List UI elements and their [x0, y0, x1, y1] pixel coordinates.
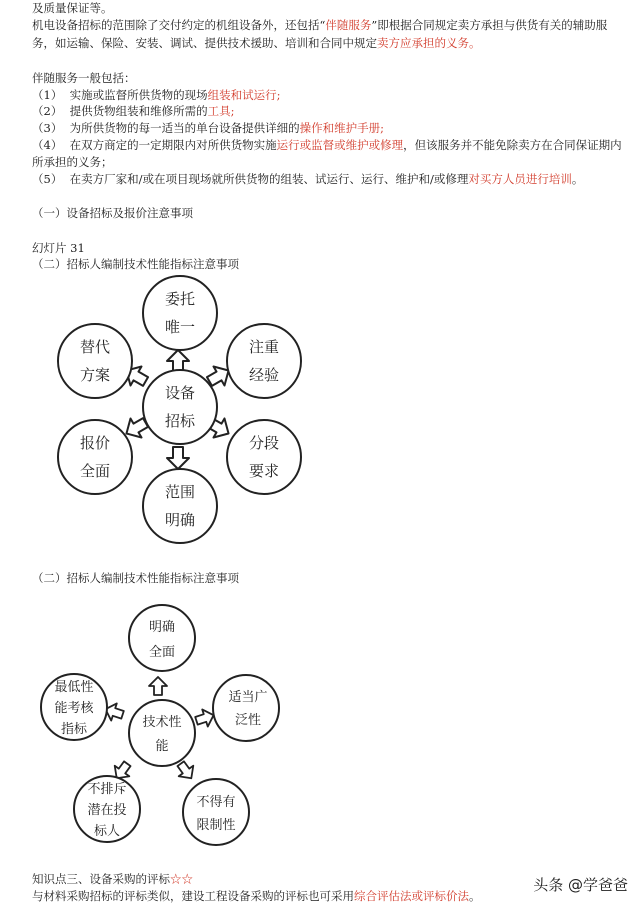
node-label: 招标	[164, 412, 196, 430]
node-label: 最低性	[54, 680, 94, 695]
node-label: 不排斥	[87, 782, 127, 797]
node-center	[129, 700, 195, 766]
highlight: 综合评估法或评标价法	[354, 889, 469, 903]
arrow-icon	[167, 350, 189, 372]
text-line: 伴随服务一般包括：	[32, 71, 136, 85]
node-top	[129, 605, 195, 671]
node-center	[143, 370, 217, 444]
text-line: 务，如运输、保险、安装、调试、提供技术援助、培训和合同中规定卖方应承担的义务。	[32, 36, 481, 50]
node-upper-right	[227, 324, 301, 398]
watermark: 头条 @学爸爸	[533, 876, 628, 894]
node-label: 全面	[148, 645, 176, 660]
node-lower-left	[58, 420, 132, 494]
node-label: 唯一	[164, 318, 196, 336]
node-label: 分段	[248, 434, 280, 452]
node-label: 设备	[164, 384, 196, 402]
node-label: 替代	[79, 338, 111, 356]
knowledge-point-title: 知识点三、设备采购的评标☆☆	[32, 872, 193, 886]
highlight: 卖方应承担的义务。	[377, 36, 481, 50]
node-bottom	[143, 469, 217, 543]
node-label: 技术性	[142, 715, 182, 730]
node-label: 泛性	[234, 713, 262, 728]
list-item: （3） 为所供货物的每一适当的单台设备提供详细的操作和维护手册;	[32, 121, 385, 135]
arrow-icon	[149, 677, 167, 695]
node-label: 范围	[164, 483, 196, 501]
section-heading: （一）设备招标及报价注意事项	[32, 206, 193, 220]
diagram-equipment-bidding	[0, 270, 640, 570]
node-label: 注重	[248, 338, 280, 356]
node-label: 潜在投	[87, 803, 127, 818]
node-label: 能考核	[54, 701, 94, 716]
node-label: 明确	[148, 620, 176, 635]
node-label: 要求	[248, 462, 280, 480]
section-heading: （二）招标人编制技术性能指标注意事项	[32, 257, 239, 271]
list-item: （5） 在卖方厂家和/或在项目现场就所供货物的组装、试运行、运行、维护和/或修理对买方人员进行培训。	[32, 172, 584, 186]
list-item: （4） 在双方商定的一定期限内对所供货物实施运行或监督或维护或修理，但该服务并不能免除卖方在合同保证期内	[32, 138, 622, 152]
node-label: 适当广	[228, 690, 268, 705]
text-line: 及质量保证等。	[32, 1, 113, 15]
node-label: 能	[155, 739, 169, 754]
node-lower-right	[183, 779, 249, 845]
node-label: 指标	[60, 722, 88, 737]
node-label: 报价	[79, 434, 111, 452]
highlight: 伴随服务	[325, 18, 372, 32]
node-right	[213, 675, 279, 741]
node-label: 经验	[248, 366, 280, 384]
list-item: 所承担的义务；	[32, 155, 113, 169]
text-line: 机电设备招标的范围除了交付约定的机组设备外，还包括“伴随服务”即根据合同规定卖方承担与供货有关的辅助服	[32, 18, 608, 32]
star-icon: ☆☆	[170, 872, 193, 886]
node-label: 限制性	[196, 818, 236, 833]
node-label: 全面	[79, 462, 111, 480]
node-upper-left	[58, 324, 132, 398]
node-top	[143, 276, 217, 350]
list-item: （2） 提供货物组装和维修所需的工具;	[32, 104, 235, 118]
section-heading: （二）招标人编制技术性能指标注意事项	[32, 571, 239, 585]
node-label: 明确	[164, 511, 196, 529]
text-line: 与材料采购招标的评标类似，建设工程设备采购的评标也可采用综合评估法或评标价法。	[32, 889, 481, 903]
slide-label: 幻灯片 31	[32, 241, 85, 255]
diagram-technical-performance	[0, 590, 640, 850]
node-label: 不得有	[196, 795, 236, 810]
node-label: 标人	[93, 824, 121, 839]
list-item: （1） 实施或监督所供货物的现场组装和试运行;	[32, 88, 281, 102]
arrow-icon	[167, 447, 189, 469]
node-label: 方案	[79, 366, 111, 384]
node-lower-right	[227, 420, 301, 494]
node-label: 委托	[164, 290, 196, 308]
